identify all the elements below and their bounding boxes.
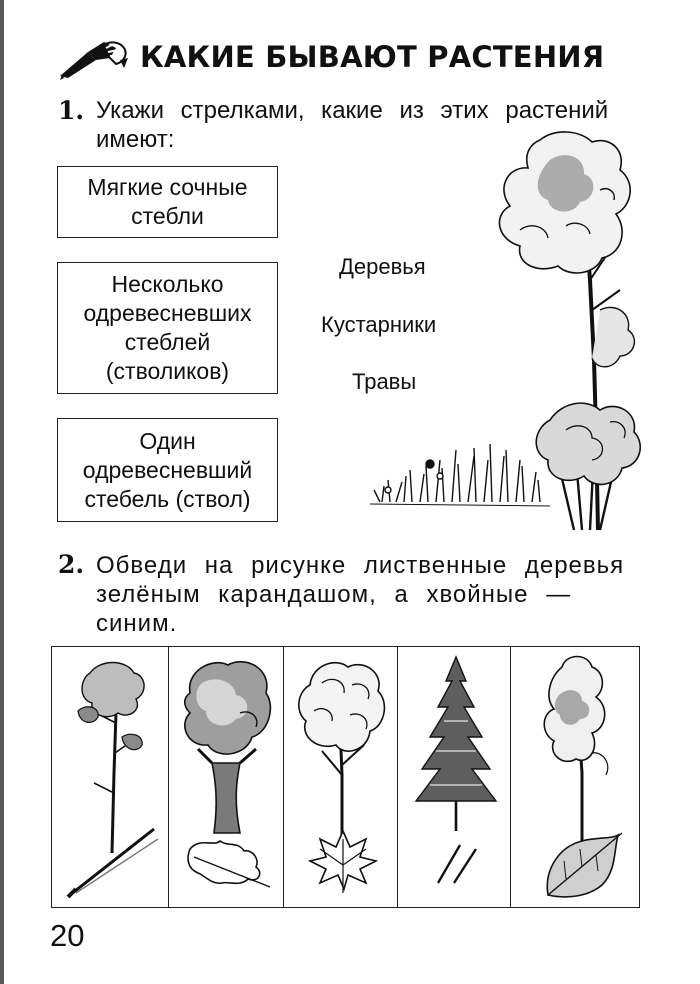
box-2-line-1: Несколько	[111, 271, 224, 297]
oak-tree-icon[interactable]	[176, 653, 276, 833]
task-1-text: Укажи стрелками, какие из этих растений имеют:	[96, 97, 609, 153]
box-one-trunk	[57, 418, 278, 522]
scene-grass-icon	[370, 444, 550, 506]
page-title: КАКИЕ БЫВАЮТ РАСТЕНИЯ	[140, 40, 605, 74]
tree-panels-frame	[51, 646, 640, 908]
task-2-text: Обведи на рисунке лиственные деревья зелёным карандашом, а хвойные — синим.	[96, 552, 625, 637]
word-grasses: Травы	[352, 369, 417, 394]
box-1-line-2: стебли	[131, 203, 204, 229]
oak-leaf-icon[interactable]	[186, 833, 272, 889]
box-3-line-2: одревесневший	[82, 456, 253, 483]
task-1-number: 1.	[58, 96, 85, 125]
birch-leaf-icon[interactable]	[542, 831, 628, 899]
box-3-line-1: Один	[139, 427, 196, 454]
spruce-needles-icon[interactable]	[432, 839, 492, 885]
panel-divider	[283, 647, 284, 907]
page-edge-shadow	[0, 0, 4, 984]
maple-leaf-icon[interactable]	[308, 829, 378, 895]
maple-tree-icon[interactable]	[292, 655, 392, 835]
box-soft-stems	[57, 166, 278, 238]
box-2-line-3: стеблей	[124, 329, 211, 355]
task-2-number: 2.	[58, 550, 85, 579]
spruce-tree-icon[interactable]	[406, 651, 506, 831]
box-2-line-4: (стволиков)	[105, 358, 230, 384]
scene-shrub-icon	[536, 403, 640, 530]
page-number: 20	[50, 918, 85, 953]
pine-needles-icon[interactable]	[66, 827, 162, 899]
panel-divider	[168, 647, 169, 907]
word-trees: Деревья	[339, 254, 426, 279]
birch-tree-icon[interactable]	[522, 653, 632, 843]
panel-divider	[510, 647, 511, 907]
pine-like-tree-icon[interactable]	[60, 653, 160, 853]
box-3-line-3: стебель (ствол)	[84, 485, 251, 512]
plants-scene-illustration	[370, 130, 650, 540]
pencil-hand-icon	[58, 38, 130, 80]
box-several-stems	[57, 262, 278, 394]
word-shrubs: Кустарники	[321, 312, 437, 337]
box-1-line-1: Мягкие сочные	[87, 174, 248, 200]
panel-divider	[397, 647, 398, 907]
box-2-line-2: одревесневших	[83, 300, 252, 326]
